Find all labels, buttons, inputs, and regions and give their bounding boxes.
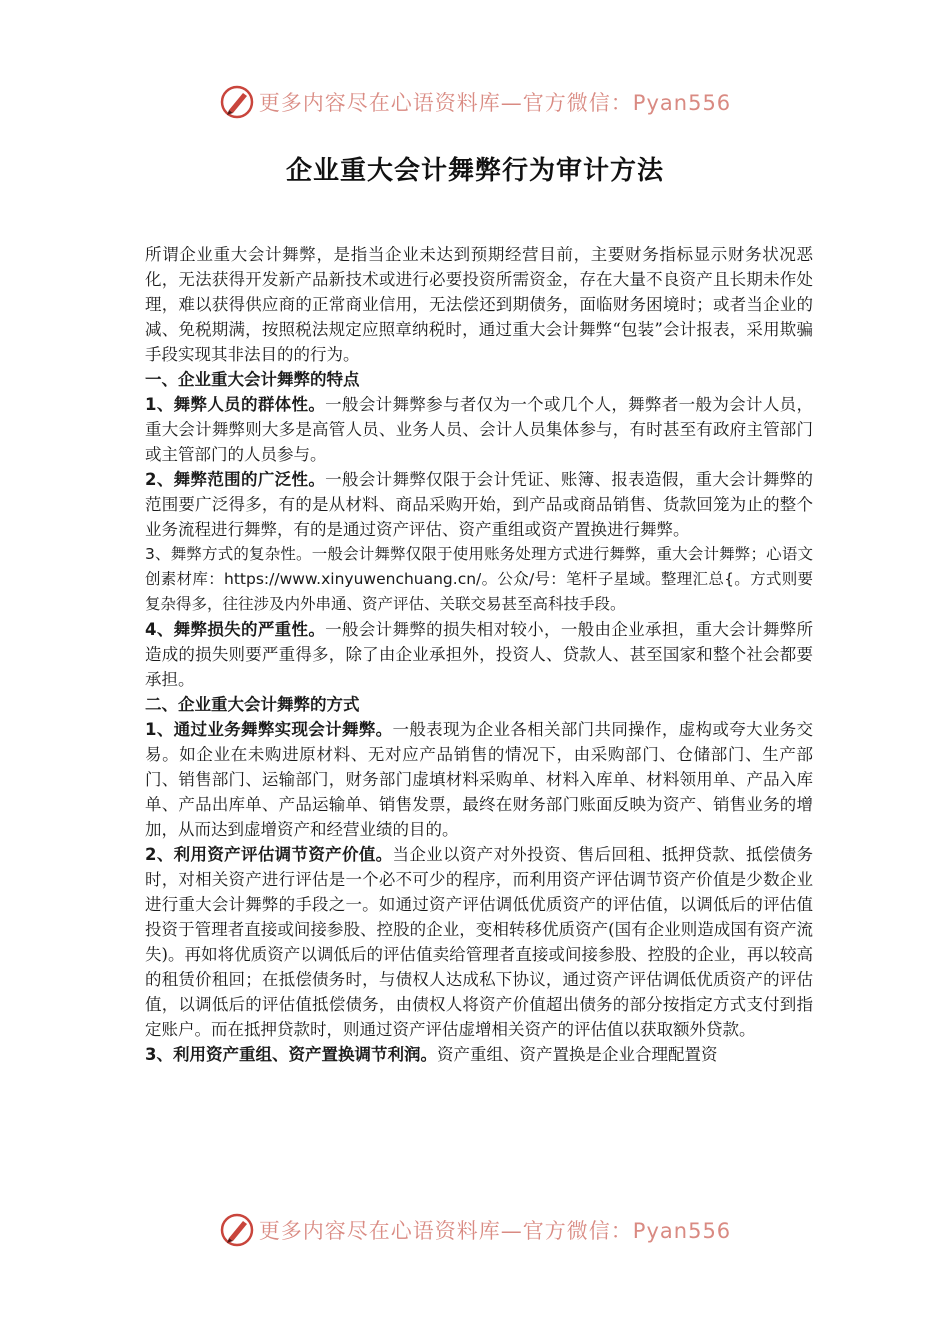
list-item — [145, 842, 813, 1042]
list-item — [145, 617, 813, 692]
item-text: 一般会计舞弊仅限于会计凭证、账簿、报表造假，重大会计舞弊的范围要广泛得多，有的是从材料、商品采购开始，到产品或商品销售、货款回笼为止的整个业务流程进行舞弊，有的是通过资产评估、资产重组或资产置换进行舞弊。 — [145, 470, 814, 539]
list-item: 3、舞弊方式的复杂性。一般会计舞弊仅限于使用账务处理方式进行舞弊，重大会计舞弊；心语文创素材库：https://www.xinyuwenchuang.cn/。公众/号：笔杆子星域。整理汇总{。方式则要复杂得多，往往涉及内外串通、资产评估、关联交易甚至高科技手段。 — [145, 545, 813, 613]
item-text: 一般会计舞弊参与者仅为一个或几个人，舞弊者一般为会计人员，重大会计舞弊则大多是高管人员、业务人员、会计人员集体参与，有时甚至有政府主管部门或主管部门的人员参与。 — [145, 395, 814, 464]
section-heading: 二、企业重大会计舞弊的方式 — [145, 695, 360, 714]
pen-circle-icon — [219, 84, 255, 120]
item-lead: 4、舞弊损失的严重性。 — [145, 620, 326, 639]
item-lead: 3、利用资产重组、资产置换调节利润。 — [145, 1045, 437, 1064]
document-body — [145, 242, 813, 1067]
document-title: 企业重大会计舞弊行为审计方法 — [285, 156, 664, 186]
list-item — [145, 717, 813, 842]
item-text: 一般会计舞弊的损失相对较小，一般由企业承担，重大会计舞弊所造成的损失则要严重得多，除了由企业承担外，投资人、贷款人、甚至国家和整个社会都要承担。 — [145, 620, 814, 689]
item-lead: 2、舞弊范围的广泛性。 — [145, 470, 326, 489]
watermark-text: 更多内容尽在心语资料库—官方微信：Pyan556 — [258, 1219, 732, 1243]
list-item — [145, 1042, 813, 1067]
item-lead: 1、通过业务舞弊实现会计舞弊。 — [145, 720, 393, 739]
list-item — [145, 467, 813, 542]
pen-circle-icon — [219, 1212, 255, 1248]
watermark-text: 更多内容尽在心语资料库—官方微信：Pyan556 — [258, 91, 732, 115]
list-item — [145, 392, 813, 467]
section-heading: 一、企业重大会计舞弊的特点 — [145, 370, 360, 389]
item-text: 一般表现为企业各相关部门共同操作，虚构或夸大业务交易。如企业在未购进原材料、无对应产品销售的情况下，由采购部门、仓储部门、生产部门、销售部门、运输部门，财务部门虚填材料采购单、材料入库单、材料领用单、产品入库单、产品出库单、产品运输单、销售发票，最终在财务部门账面反映为资产、销售业务的增加，从而达到虚增资产和经营业绩的目的。 — [145, 720, 814, 839]
item-text: 当企业以资产对外投资、售后回租、抵押贷款、抵偿债务时，对相关资产进行评估是一个必不可少的程序，而利用资产评估调节资产价值是少数企业进行重大会计舞弊的手段之一。如通过资产评估调低优质资产的评估值，以调低后的评估值投资于管理者直接或间接参股、控股的企业，变相转移优质资产(国有企业则造成国有资产流失)。再如将优质资产以调低后的评估值卖给管理者直接或间接参股、控股的企业，再以较高的租赁价租回；在抵偿债务时，与债权人达成私下协议，通过资产评估调低优质资产的评估值，以调低后的评估值抵偿债务，由债权人将资产价值超出债务的部分按指定方式支付到指定账户。而在抵押贷款时，则通过资产评估虚增相关资产的评估值以获取额外贷款。 — [145, 845, 814, 1039]
watermark-banner-bottom — [0, 1210, 950, 1250]
intro-paragraph: 所谓企业重大会计舞弊，是指当企业未达到预期经营目前，主要财务指标显示财务状况恶化，无法获得开发新产品新技术或进行必要投资所需资金，存在大量不良资产且长期未作处理，难以获得供应商的正常商业信用，无法偿还到期债务，面临财务困境时；或者当企业的减、免税期满，按照税法规定应照章纳税时，通过重大会计舞弊“包装”会计报表，采用欺骗手段实现其非法目的的行为。 — [145, 245, 813, 364]
item-lead: 2、利用资产评估调节资产价值。 — [145, 845, 393, 864]
item-text: 资产重组、资产置换是企业合理配置资 — [436, 1045, 718, 1064]
watermark-banner-top — [0, 82, 950, 122]
item-lead: 1、舞弊人员的群体性。 — [145, 395, 326, 414]
